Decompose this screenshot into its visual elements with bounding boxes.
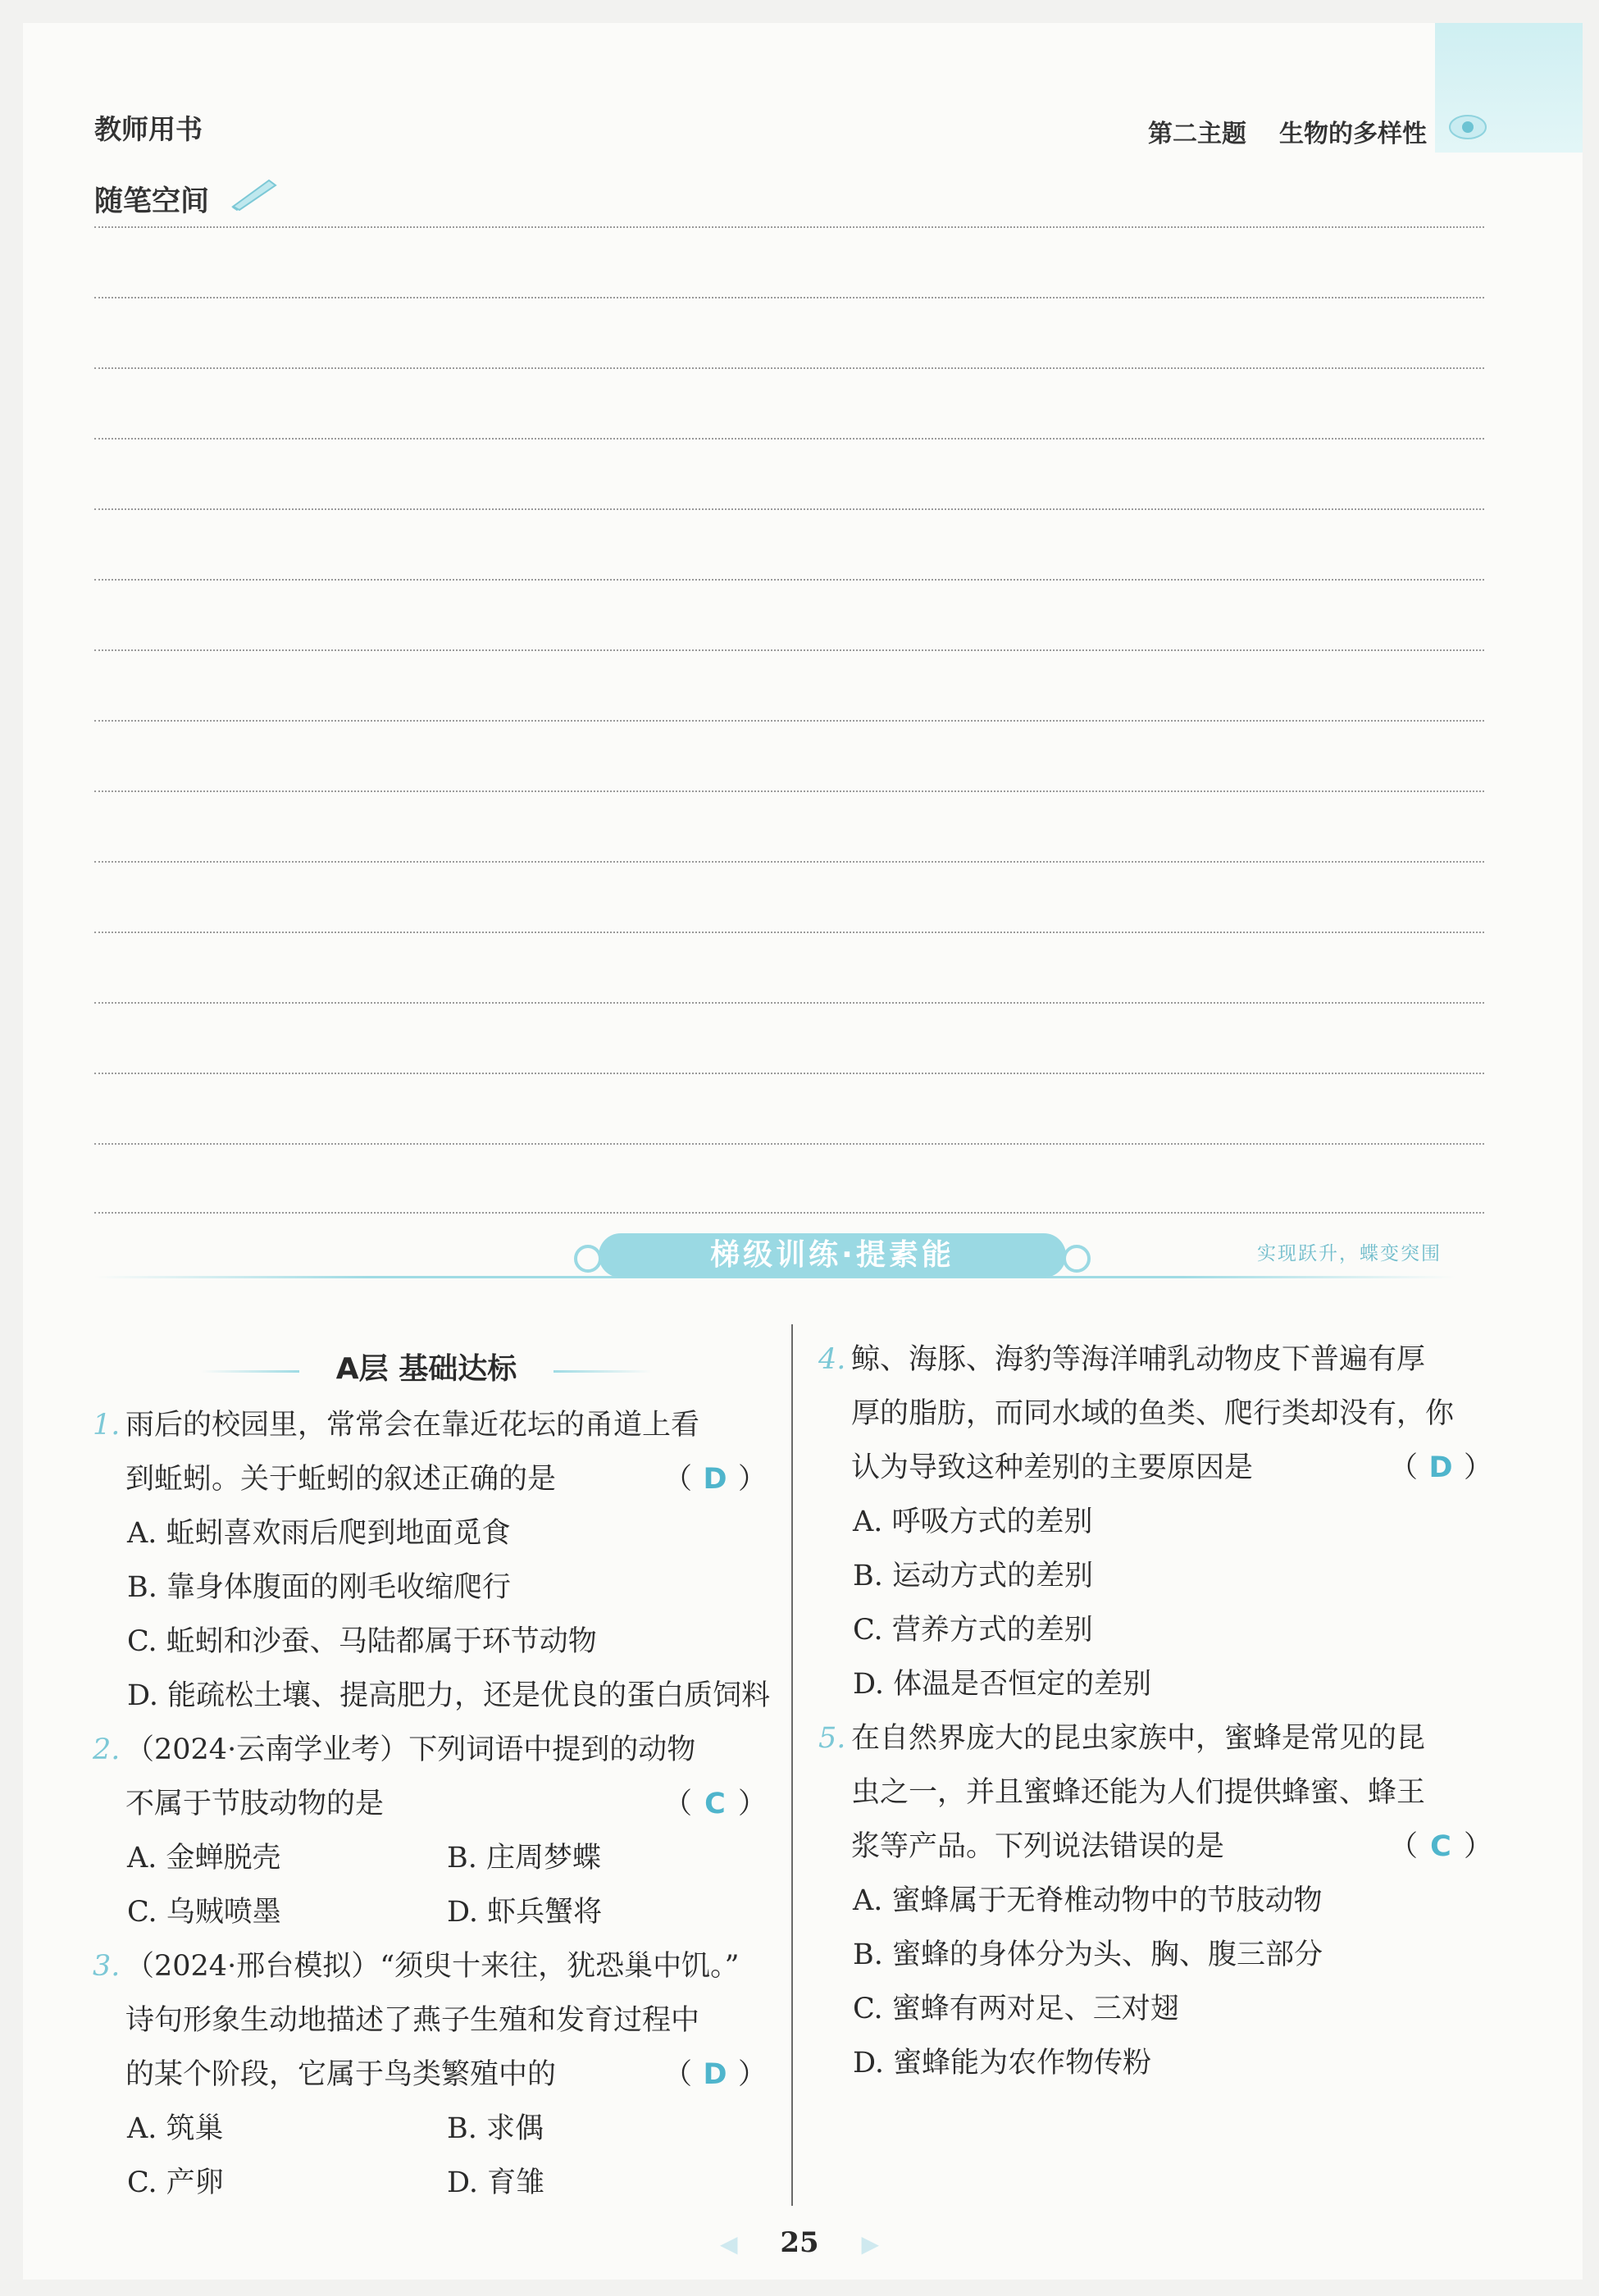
header-theme: 第二主题 [1148,120,1246,148]
question-1 [86,1398,767,1506]
option-row [86,1831,767,1885]
note-line [94,790,1484,792]
option: A. 筑巢 [127,2112,224,2145]
note-line [94,649,1484,651]
answer-letter: D [703,2058,727,2091]
section-banner [94,1230,1488,1287]
option: A. 金蝉脱壳 [127,1842,281,1875]
answer-letter: D [1428,1451,1453,1484]
option: B. 运动方式的差别 [853,1560,1093,1592]
option: D. 育雏 [447,2166,545,2199]
option: A. 蚯蚓喜欢雨后爬到地面觅食 [127,1517,511,1550]
option: C. 产卵 [127,2166,224,2199]
answer-letter: C [1430,1830,1451,1863]
question-number: 2. [93,1733,121,1766]
option: C. 蚯蚓和沙蚕、马陆都属于环节动物 [127,1625,597,1658]
option: D. 体温是否恒定的差别 [853,1668,1152,1701]
option: B. 靠身体腹面的刚毛收缩爬行 [127,1571,511,1604]
option: A. 呼吸方式的差别 [853,1506,1093,1538]
option: D. 虾兵蟹将 [447,1896,603,1929]
option: C. 乌贼喷墨 [127,1896,281,1929]
note-line [94,508,1484,510]
answer-bracket: （ D ） [663,1452,767,1506]
option: A. 蜜蜂属于无脊椎动物中的节肢动物 [853,1884,1323,1917]
option: D. 蜜蜂能为农作物传粉 [853,2047,1152,2080]
note-line [94,720,1484,722]
header-left: 教师用书 [94,113,203,145]
option: C. 营养方式的差别 [853,1614,1093,1647]
page-number: 25 [780,2226,819,2259]
question-text: 不属于节肢动物的是 [125,1788,385,1820]
note-line [94,226,1484,228]
section-title: A层 基础达标 [86,1332,767,1398]
option-row [86,2102,767,2156]
question-text: 到蚯蚓。关于蚯蚓的叙述正确的是 [125,1463,557,1496]
note-line [94,861,1484,863]
option-row [86,1885,767,1939]
eye-icon [1447,111,1488,144]
banner-slogan: 实现跃升，蝶变突围 [1257,1243,1442,1264]
option: C. 蜜蜂有两对足、三对翅 [853,1993,1179,2025]
question-line: 在自然界庞大的昆虫家族中，蜜蜂是常见的昆 [851,1722,1426,1755]
question-line [125,1452,767,1506]
question-line: （2024·云南学业考）下列词语中提到的动物 [125,1733,696,1766]
note-line [94,297,1484,298]
question-number: 1. [93,1409,121,1442]
answer-bracket: （ C ） [1389,1820,1492,1874]
question-text: 浆等产品。下列说法错误的是 [851,1830,1225,1863]
header-right [1148,113,1427,149]
question-2 [86,1723,767,1831]
header-topic: 生物的多样性 [1279,120,1427,148]
left-column [86,1332,771,2210]
note-line [94,1073,1484,1074]
question-number: 5. [818,1722,846,1755]
question-line [851,1820,1492,1874]
column-divider [791,1324,793,2206]
note-line [94,932,1484,933]
question-line: （2024·邢台模拟）“须臾十来往，犹恐巢中饥。” [125,1950,740,1983]
option: B. 求偶 [447,2112,544,2145]
question-line: 厚的脂肪，而同水域的鱼类、爬行类却没有，你 [851,1397,1455,1430]
question-line [125,1777,767,1831]
question-number: 4. [818,1343,846,1376]
pen-icon [230,174,280,212]
page-footer [0,2226,1599,2259]
question-line [125,2048,767,2102]
answer-bracket: （ C ） [663,1777,767,1831]
question-line: 鲸、海豚、海豹等海洋哺乳动物皮下普遍有厚 [851,1343,1426,1376]
notes-title: 随笔空间 [94,185,210,218]
banner-title: 梯级训练·提素能 [599,1233,1066,1278]
note-line [94,1002,1484,1004]
note-line [94,438,1484,440]
option: D. 能疏松土壤、提高肥力，还是优良的蛋白质饲料 [127,1679,771,1712]
answer-letter: D [703,1463,727,1496]
option: B. 庄周梦蝶 [447,1842,601,1875]
answer-bracket: （ D ） [1389,1441,1492,1495]
question-5 [812,1711,1492,1874]
question-text: 的某个阶段，它属于鸟类繁殖中的 [125,2058,557,2091]
option-row [86,2156,767,2210]
right-column [812,1332,1492,2090]
question-3 [86,1939,767,2102]
question-line: 诗句形象生动地描述了燕子生殖和发育过程中 [125,2004,700,2037]
note-line [94,367,1484,369]
question-line: 虫之一，并且蜜蜂还能为人们提供蜂蜜、蜂王 [851,1776,1426,1809]
question-line: 雨后的校园里，常常会在靠近花坛的甬道上看 [125,1409,700,1442]
answer-bracket: （ D ） [663,2048,767,2102]
note-line [94,1212,1484,1214]
question-text: 认为导致这种差别的主要原因是 [851,1451,1254,1484]
question-line [851,1441,1492,1495]
note-line [94,579,1484,581]
question-number: 3. [93,1950,121,1983]
next-arrow-icon: ▶ [861,2230,880,2257]
answer-letter: C [704,1788,726,1820]
question-4 [812,1332,1492,1495]
prev-arrow-icon: ◀ [719,2230,738,2257]
option: B. 蜜蜂的身体分为头、胸、腹三部分 [853,1938,1323,1971]
note-line [94,1143,1484,1145]
